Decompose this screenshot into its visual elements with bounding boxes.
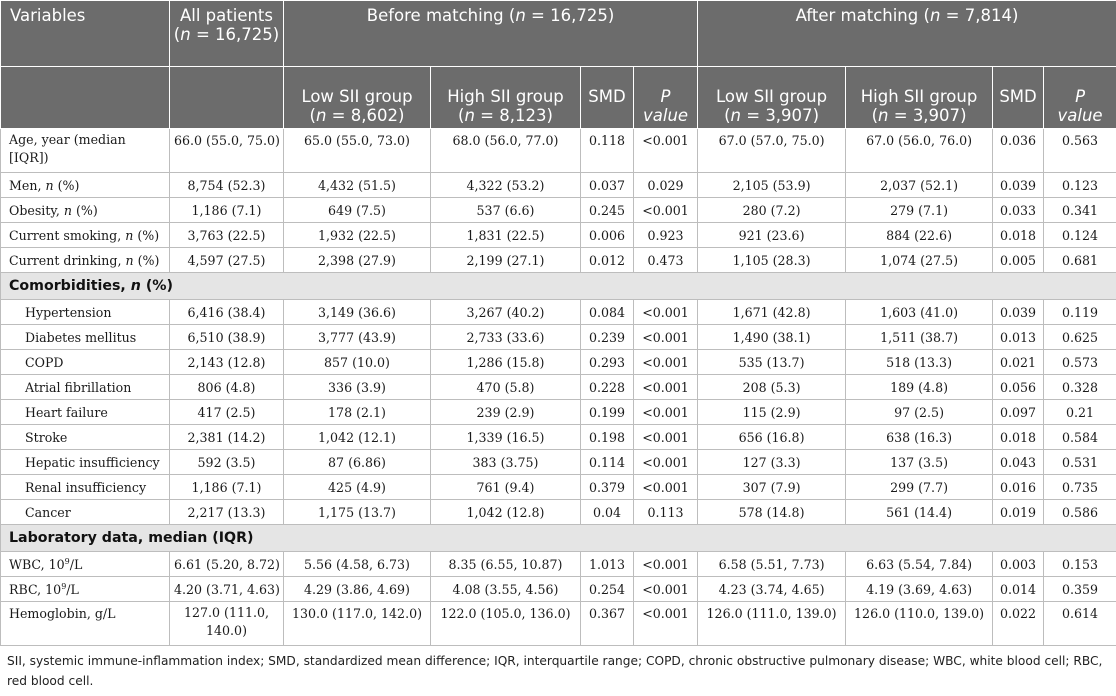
data-cell: 0.019 xyxy=(993,500,1044,525)
data-cell: 1,105 (28.3) xyxy=(698,248,846,273)
data-cell: 425 (4.9) xyxy=(284,475,431,500)
data-cell: 656 (16.8) xyxy=(698,425,846,450)
data-cell: 1,074 (27.5) xyxy=(846,248,993,273)
data-cell: 1,186 (7.1) xyxy=(170,198,284,223)
table-row xyxy=(1,248,1116,273)
data-cell: 0.123 xyxy=(1044,173,1116,198)
data-cell: 0.124 xyxy=(1044,223,1116,248)
data-cell: 0.254 xyxy=(581,577,634,602)
all-patients-header: All patients (n = 16,725) xyxy=(170,1,284,67)
data-cell: 6,416 (38.4) xyxy=(170,300,284,325)
data-cell: 0.097 xyxy=(993,400,1044,425)
data-cell: 6.61 (5.20, 8.72) xyxy=(170,552,284,577)
data-cell: 0.056 xyxy=(993,375,1044,400)
data-cell: 6,510 (38.9) xyxy=(170,325,284,350)
data-cell: 0.036 xyxy=(993,129,1044,173)
data-cell: 4.19 (3.69, 4.63) xyxy=(846,577,993,602)
data-cell: 6.58 (5.51, 7.73) xyxy=(698,552,846,577)
header-row-2 xyxy=(1,67,1116,129)
data-cell: 137 (3.5) xyxy=(846,450,993,475)
data-cell: <0.001 xyxy=(634,400,698,425)
data-cell: 0.681 xyxy=(1044,248,1116,273)
data-cell: 638 (16.3) xyxy=(846,425,993,450)
data-cell: 884 (22.6) xyxy=(846,223,993,248)
data-cell: 0.021 xyxy=(993,350,1044,375)
data-cell: 2,733 (33.6) xyxy=(431,325,581,350)
data-cell: 2,105 (53.9) xyxy=(698,173,846,198)
data-cell: 0.21 xyxy=(1044,400,1116,425)
data-cell: 0.245 xyxy=(581,198,634,223)
data-cell: 0.037 xyxy=(581,173,634,198)
table-row xyxy=(1,425,1116,450)
data-cell: 535 (13.7) xyxy=(698,350,846,375)
data-cell: 806 (4.8) xyxy=(170,375,284,400)
data-cell: 3,267 (40.2) xyxy=(431,300,581,325)
table-row xyxy=(1,223,1116,248)
table-row xyxy=(1,350,1116,375)
variable-cell: Current drinking, n (%) xyxy=(1,248,170,273)
data-cell: 208 (5.3) xyxy=(698,375,846,400)
variable-cell: Current smoking, n (%) xyxy=(1,223,170,248)
variable-cell: WBC, $10^9/L$ xyxy=(1,552,170,577)
data-cell: 857 (10.0) xyxy=(284,350,431,375)
data-cell: 0.039 xyxy=(993,300,1044,325)
data-cell: 0.013 xyxy=(993,325,1044,350)
data-cell: 0.022 xyxy=(993,602,1044,646)
data-cell: 0.014 xyxy=(993,577,1044,602)
data-cell: 3,777 (43.9) xyxy=(284,325,431,350)
data-cell: 1,339 (16.5) xyxy=(431,425,581,450)
data-cell: 761 (9.4) xyxy=(431,475,581,500)
table-row xyxy=(1,198,1116,223)
data-cell: <0.001 xyxy=(634,300,698,325)
data-cell: 87 (6.86) xyxy=(284,450,431,475)
variable-cell: Obesity, n (%) xyxy=(1,198,170,223)
variables-header: Variables xyxy=(1,1,170,67)
data-cell: 4,597 (27.5) xyxy=(170,248,284,273)
data-cell: 0.016 xyxy=(993,475,1044,500)
data-cell: 0.341 xyxy=(1044,198,1116,223)
data-cell: 921 (23.6) xyxy=(698,223,846,248)
data-cell: 0.531 xyxy=(1044,450,1116,475)
table-footnote: SII, systemic immune-inflammation index; SMD, standardized mean difference; IQR, interquartile range; COPD, chronic obstructive pulmonary disease; WBC, white blood cell; RBC, red blood cell. xyxy=(7,654,1103,688)
data-cell: 0.119 xyxy=(1044,300,1116,325)
data-cell: 127.0 (111.0, 140.0) xyxy=(170,602,284,646)
data-cell: 0.379 xyxy=(581,475,634,500)
table-row xyxy=(1,500,1116,525)
data-cell: 0.563 xyxy=(1044,129,1116,173)
data-cell: 4,432 (51.5) xyxy=(284,173,431,198)
data-cell: 0.029 xyxy=(634,173,698,198)
data-cell: 6.63 (5.54, 7.84) xyxy=(846,552,993,577)
data-cell: 537 (6.6) xyxy=(431,198,581,223)
data-cell: 0.084 xyxy=(581,300,634,325)
data-cell: 0.039 xyxy=(993,173,1044,198)
data-cell: 2,199 (27.1) xyxy=(431,248,581,273)
before-smd-header: SMD xyxy=(581,67,634,129)
data-cell: 336 (3.9) xyxy=(284,375,431,400)
data-cell: 5.56 (4.58, 6.73) xyxy=(284,552,431,577)
data-cell: <0.001 xyxy=(634,450,698,475)
data-cell: <0.001 xyxy=(634,129,698,173)
variable-cell: RBC, $10^9/L$ xyxy=(1,577,170,602)
data-cell: 470 (5.8) xyxy=(431,375,581,400)
data-cell: 189 (4.8) xyxy=(846,375,993,400)
after-smd-header: SMD xyxy=(993,67,1044,129)
data-cell: <0.001 xyxy=(634,602,698,646)
data-cell: 0.114 xyxy=(581,450,634,475)
data-cell: <0.001 xyxy=(634,552,698,577)
variable-cell: Diabetes mellitus xyxy=(1,325,170,350)
data-cell: 66.0 (55.0, 75.0) xyxy=(170,129,284,173)
data-cell: 0.328 xyxy=(1044,375,1116,400)
variable-cell: Stroke xyxy=(1,425,170,450)
variable-cell: Hemoglobin, g/L xyxy=(1,602,170,646)
table-row xyxy=(1,577,1116,602)
data-cell: <0.001 xyxy=(634,375,698,400)
variable-cell: Age, year (median [IQR]) xyxy=(1,129,170,173)
data-cell: 518 (13.3) xyxy=(846,350,993,375)
data-cell: 0.625 xyxy=(1044,325,1116,350)
data-cell: 4.29 (3.86, 4.69) xyxy=(284,577,431,602)
data-cell: 0.367 xyxy=(581,602,634,646)
data-cell: 1,042 (12.1) xyxy=(284,425,431,450)
data-cell: <0.001 xyxy=(634,425,698,450)
data-cell: 0.735 xyxy=(1044,475,1116,500)
data-cell: 1,603 (41.0) xyxy=(846,300,993,325)
data-cell: 115 (2.9) xyxy=(698,400,846,425)
data-cell: 4.23 (3.74, 4.65) xyxy=(698,577,846,602)
data-cell: 4,322 (53.2) xyxy=(431,173,581,198)
data-cell: 3,149 (36.6) xyxy=(284,300,431,325)
data-cell: 649 (7.5) xyxy=(284,198,431,223)
empty-header-cell xyxy=(170,67,284,129)
data-cell: 1,490 (38.1) xyxy=(698,325,846,350)
data-cell: 67.0 (56.0, 76.0) xyxy=(846,129,993,173)
data-cell: 0.923 xyxy=(634,223,698,248)
table-row xyxy=(1,602,1116,646)
data-cell: 417 (2.5) xyxy=(170,400,284,425)
table-row xyxy=(1,300,1116,325)
data-cell: 0.586 xyxy=(1044,500,1116,525)
data-cell: 2,037 (52.1) xyxy=(846,173,993,198)
variable-cell: Heart failure xyxy=(1,400,170,425)
variable-cell: Hepatic insufficiency xyxy=(1,450,170,475)
before-high-sii-header: High SII group (n = 8,123) xyxy=(431,67,581,129)
section-row-laboratory xyxy=(1,525,1116,552)
data-cell: <0.001 xyxy=(634,577,698,602)
data-cell: <0.001 xyxy=(634,198,698,223)
table-row xyxy=(1,400,1116,425)
after-low-sii-header: Low SII group (n = 3,907) xyxy=(698,67,846,129)
data-cell: <0.001 xyxy=(634,475,698,500)
data-cell: 0.043 xyxy=(993,450,1044,475)
data-cell: 3,763 (22.5) xyxy=(170,223,284,248)
data-cell: 1.013 xyxy=(581,552,634,577)
data-cell: 178 (2.1) xyxy=(284,400,431,425)
data-cell: 299 (7.7) xyxy=(846,475,993,500)
data-cell: 0.239 xyxy=(581,325,634,350)
data-cell: 0.113 xyxy=(634,500,698,525)
table-row xyxy=(1,375,1116,400)
data-cell: 1,932 (22.5) xyxy=(284,223,431,248)
variable-cell: Renal insufficiency xyxy=(1,475,170,500)
data-cell: 0.614 xyxy=(1044,602,1116,646)
data-cell: 126.0 (110.0, 139.0) xyxy=(846,602,993,646)
section-heading: Comorbidities, n (%) xyxy=(1,273,1116,300)
header-row-1 xyxy=(1,1,1116,67)
data-cell: 2,217 (13.3) xyxy=(170,500,284,525)
before-p-value-header: P value xyxy=(634,67,698,129)
variable-cell: COPD xyxy=(1,350,170,375)
data-cell: 0.005 xyxy=(993,248,1044,273)
data-cell: 0.584 xyxy=(1044,425,1116,450)
data-cell: <0.001 xyxy=(634,350,698,375)
data-cell: 4.20 (3.71, 4.63) xyxy=(170,577,284,602)
variable-cell: Cancer xyxy=(1,500,170,525)
data-cell: 97 (2.5) xyxy=(846,400,993,425)
data-cell: 0.573 xyxy=(1044,350,1116,375)
data-cell: 8.35 (6.55, 10.87) xyxy=(431,552,581,577)
data-cell: 0.473 xyxy=(634,248,698,273)
data-cell: 0.153 xyxy=(1044,552,1116,577)
data-cell: 130.0 (117.0, 142.0) xyxy=(284,602,431,646)
data-cell: 561 (14.4) xyxy=(846,500,993,525)
data-cell: 0.04 xyxy=(581,500,634,525)
section-heading: Laboratory data, median (IQR) xyxy=(1,525,1116,552)
data-cell: 578 (14.8) xyxy=(698,500,846,525)
variable-cell: Hypertension xyxy=(1,300,170,325)
data-cell: 0.359 xyxy=(1044,577,1116,602)
table-row xyxy=(1,450,1116,475)
variable-cell: Men, n (%) xyxy=(1,173,170,198)
data-cell: 67.0 (57.0, 75.0) xyxy=(698,129,846,173)
data-cell: 122.0 (105.0, 136.0) xyxy=(431,602,581,646)
data-cell: 280 (7.2) xyxy=(698,198,846,223)
data-cell: 1,186 (7.1) xyxy=(170,475,284,500)
data-cell: 2,143 (12.8) xyxy=(170,350,284,375)
table-row xyxy=(1,475,1116,500)
data-cell: <0.001 xyxy=(634,325,698,350)
data-cell: 279 (7.1) xyxy=(846,198,993,223)
data-cell: 0.228 xyxy=(581,375,634,400)
data-cell: 0.293 xyxy=(581,350,634,375)
after-high-sii-header: High SII group (n = 3,907) xyxy=(846,67,993,129)
data-cell: 239 (2.9) xyxy=(431,400,581,425)
data-cell: 0.018 xyxy=(993,425,1044,450)
data-cell: 1,175 (13.7) xyxy=(284,500,431,525)
data-cell: 1,286 (15.8) xyxy=(431,350,581,375)
data-cell: 1,831 (22.5) xyxy=(431,223,581,248)
data-cell: 1,042 (12.8) xyxy=(431,500,581,525)
data-cell: 0.012 xyxy=(581,248,634,273)
table-row xyxy=(1,173,1116,198)
empty-header-cell xyxy=(1,67,170,129)
variable-cell: Atrial fibrillation xyxy=(1,375,170,400)
data-cell: 307 (7.9) xyxy=(698,475,846,500)
data-cell: 68.0 (56.0, 77.0) xyxy=(431,129,581,173)
section-row-comorbidities xyxy=(1,273,1116,300)
data-cell: 2,398 (27.9) xyxy=(284,248,431,273)
data-cell: 127 (3.3) xyxy=(698,450,846,475)
table-row xyxy=(1,325,1116,350)
after-p-value-header: P value xyxy=(1044,67,1116,129)
data-cell: 4.08 (3.55, 4.56) xyxy=(431,577,581,602)
data-cell: 1,671 (42.8) xyxy=(698,300,846,325)
data-cell: 65.0 (55.0, 73.0) xyxy=(284,129,431,173)
data-cell: 2,381 (14.2) xyxy=(170,425,284,450)
data-cell: 126.0 (111.0, 139.0) xyxy=(698,602,846,646)
before-matching-header: Before matching (n = 16,725) xyxy=(284,1,698,67)
data-cell: 0.018 xyxy=(993,223,1044,248)
data-cell: 592 (3.5) xyxy=(170,450,284,475)
data-cell: 0.033 xyxy=(993,198,1044,223)
data-cell: 0.003 xyxy=(993,552,1044,577)
data-cell: 0.199 xyxy=(581,400,634,425)
before-low-sii-header: Low SII group (n = 8,602) xyxy=(284,67,431,129)
after-matching-header: After matching (n = 7,814) xyxy=(698,1,1116,67)
data-cell: 0.006 xyxy=(581,223,634,248)
table-row xyxy=(1,552,1116,577)
table-row xyxy=(1,129,1116,173)
data-cell: 383 (3.75) xyxy=(431,450,581,475)
data-cell: 0.198 xyxy=(581,425,634,450)
data-cell: 1,511 (38.7) xyxy=(846,325,993,350)
data-cell: 8,754 (52.3) xyxy=(170,173,284,198)
data-cell: 0.118 xyxy=(581,129,634,173)
